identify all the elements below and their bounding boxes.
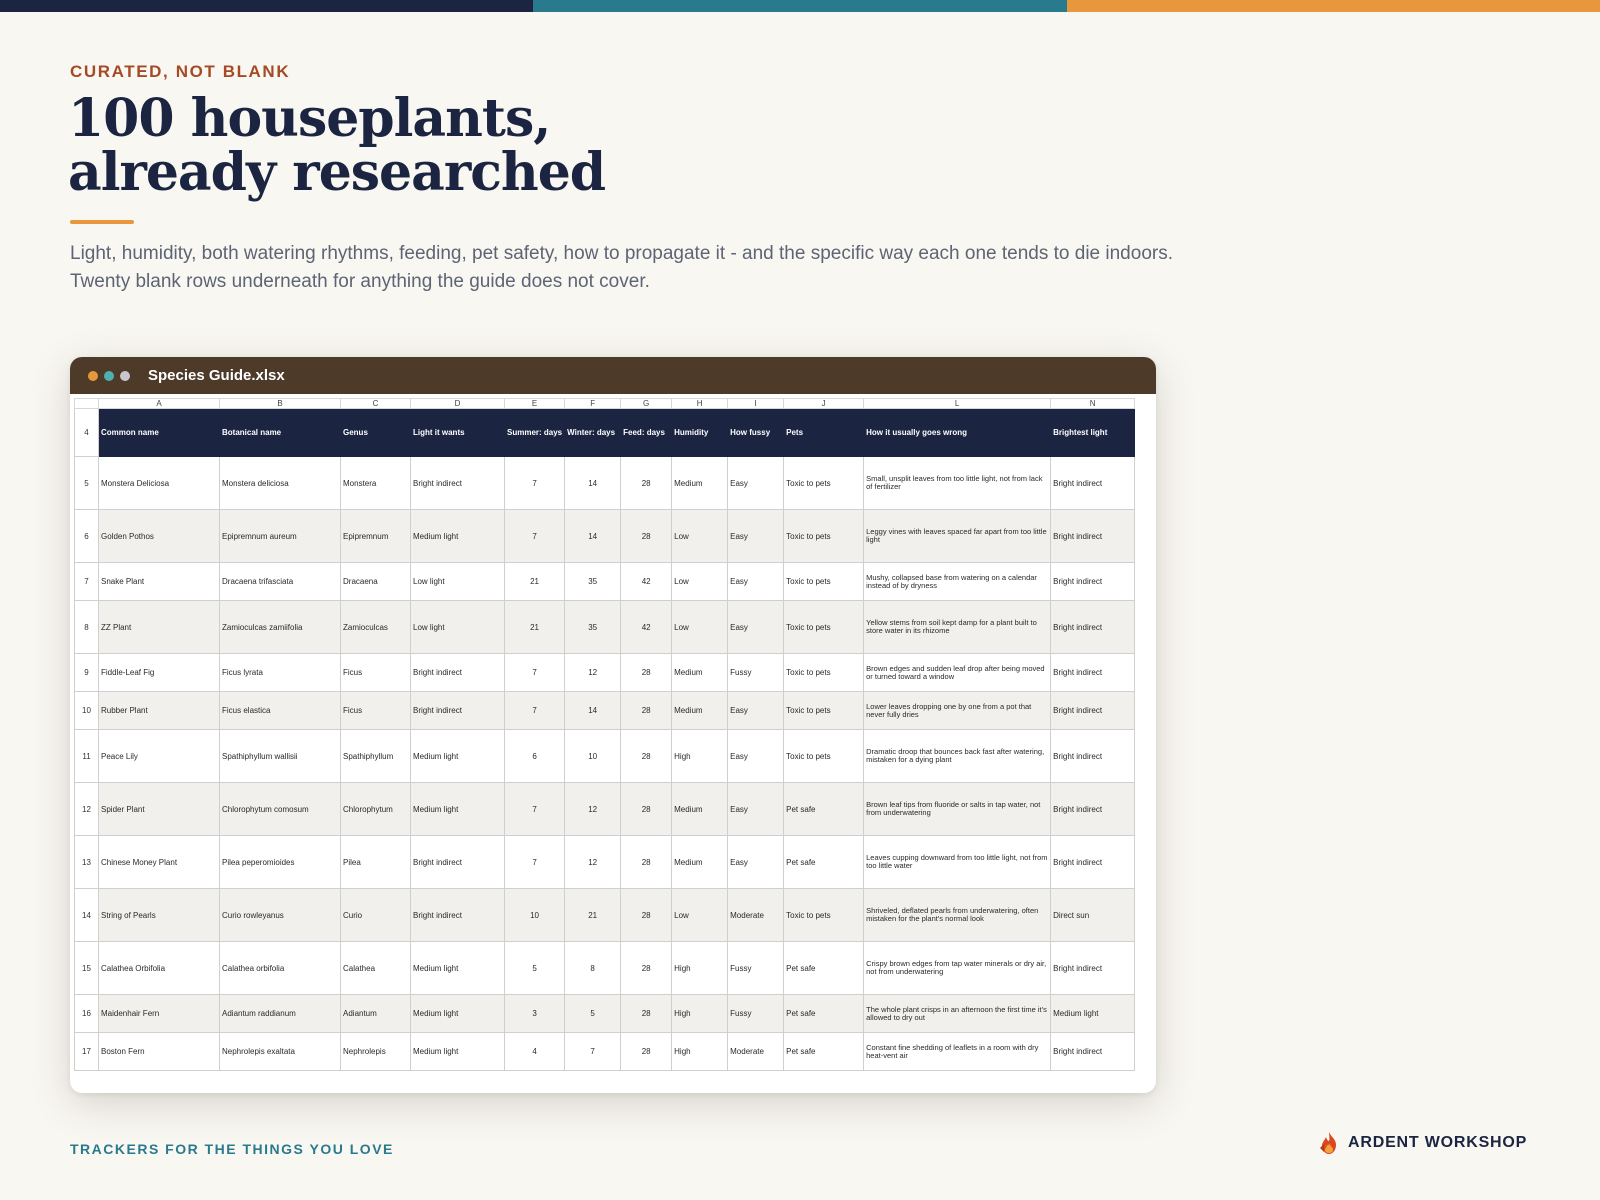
table-cell[interactable]: Bright indirect bbox=[1051, 457, 1135, 510]
table-cell[interactable]: Medium bbox=[672, 692, 728, 730]
column-letter[interactable]: C bbox=[341, 399, 411, 409]
row-number[interactable]: 9 bbox=[75, 654, 99, 692]
table-cell[interactable]: Fussy bbox=[728, 995, 784, 1033]
table-cell[interactable]: Bright indirect bbox=[1051, 692, 1135, 730]
table-cell[interactable]: Chinese Money Plant bbox=[99, 836, 220, 889]
header-cell[interactable]: Summer: days bbox=[505, 409, 565, 457]
table-cell[interactable]: 21 bbox=[505, 601, 565, 654]
table-cell[interactable]: Pilea bbox=[341, 836, 411, 889]
table-cell[interactable]: Shriveled, deflated pearls from underwatering, often mistaken for the plant's normal look bbox=[864, 889, 1051, 942]
table-cell[interactable]: 10 bbox=[505, 889, 565, 942]
table-cell[interactable]: Maidenhair Fern bbox=[99, 995, 220, 1033]
table-row bbox=[75, 563, 1135, 601]
table-cell[interactable]: Constant fine shedding of leaflets in a room with dry heat-vent air bbox=[864, 1033, 1051, 1071]
column-letter[interactable]: E bbox=[505, 399, 565, 409]
row-number[interactable]: 17 bbox=[75, 1033, 99, 1071]
table-cell[interactable]: Low bbox=[672, 889, 728, 942]
table-row bbox=[75, 836, 1135, 889]
table-cell[interactable]: Mushy, collapsed base from watering on a calendar instead of by dryness bbox=[864, 563, 1051, 601]
table-cell[interactable]: Low light bbox=[411, 601, 505, 654]
table-cell[interactable]: Snake Plant bbox=[99, 563, 220, 601]
footer-tagline: TRACKERS FOR THE THINGS YOU LOVE bbox=[70, 1141, 394, 1157]
table-cell[interactable]: 21 bbox=[505, 563, 565, 601]
table-cell[interactable]: Leaves cupping downward from too little light, not from too little water bbox=[864, 836, 1051, 889]
table-cell[interactable]: Low bbox=[672, 510, 728, 563]
table-cell[interactable]: Moderate bbox=[728, 889, 784, 942]
window-dot-gray-icon[interactable] bbox=[120, 371, 130, 381]
corner-cell bbox=[75, 399, 99, 409]
table-cell[interactable]: Ficus lyrata bbox=[220, 654, 341, 692]
table-cell[interactable]: Pet safe bbox=[784, 783, 864, 836]
accent-teal bbox=[533, 0, 1066, 12]
column-letter-row bbox=[75, 399, 1135, 409]
table-cell[interactable]: Toxic to pets bbox=[784, 654, 864, 692]
table-cell[interactable]: 7 bbox=[505, 836, 565, 889]
table-row bbox=[75, 601, 1135, 654]
table-cell[interactable]: Easy bbox=[728, 783, 784, 836]
row-number[interactable]: 6 bbox=[75, 510, 99, 563]
row-number[interactable]: 12 bbox=[75, 783, 99, 836]
table-cell[interactable]: Medium light bbox=[411, 942, 505, 995]
table-cell[interactable]: Moderate bbox=[728, 1033, 784, 1071]
window-dot-orange-icon[interactable] bbox=[88, 371, 98, 381]
table-cell[interactable]: Leggy vines with leaves spaced far apart from too little light bbox=[864, 510, 1051, 563]
table-cell[interactable]: 12 bbox=[565, 783, 621, 836]
table-cell[interactable]: 14 bbox=[565, 457, 621, 510]
table-cell[interactable]: 7 bbox=[505, 654, 565, 692]
header-row bbox=[75, 409, 1135, 457]
table-cell[interactable]: Monstera bbox=[341, 457, 411, 510]
table-cell[interactable]: Toxic to pets bbox=[784, 601, 864, 654]
table-cell[interactable]: Crispy brown edges from tap water minerals or dry air, not from underwatering bbox=[864, 942, 1051, 995]
table-cell[interactable]: 28 bbox=[621, 783, 672, 836]
table-cell[interactable]: 5 bbox=[565, 995, 621, 1033]
table-row bbox=[75, 995, 1135, 1033]
table-cell[interactable]: Spathiphyllum bbox=[341, 730, 411, 783]
header-cell[interactable]: Light it wants bbox=[411, 409, 505, 457]
column-letter[interactable]: J bbox=[784, 399, 864, 409]
table-cell[interactable]: Zamioculcas zamiifolia bbox=[220, 601, 341, 654]
table-cell[interactable]: 7 bbox=[505, 457, 565, 510]
table-cell[interactable]: Direct sun bbox=[1051, 889, 1135, 942]
table-cell[interactable]: 21 bbox=[565, 889, 621, 942]
table-cell[interactable]: Fussy bbox=[728, 654, 784, 692]
table-cell[interactable]: 6 bbox=[505, 730, 565, 783]
table-cell[interactable]: 28 bbox=[621, 889, 672, 942]
table-cell[interactable]: Adiantum raddianum bbox=[220, 995, 341, 1033]
row-number[interactable]: 16 bbox=[75, 995, 99, 1033]
table-cell[interactable]: Ficus elastica bbox=[220, 692, 341, 730]
table-cell[interactable]: 10 bbox=[565, 730, 621, 783]
header-cell[interactable]: Feed: days bbox=[621, 409, 672, 457]
table-cell[interactable]: Epipremnum bbox=[341, 510, 411, 563]
title-underline bbox=[70, 220, 134, 224]
table-cell[interactable]: Bright indirect bbox=[411, 654, 505, 692]
table-cell[interactable]: Bright indirect bbox=[411, 692, 505, 730]
table-cell[interactable]: Adiantum bbox=[341, 995, 411, 1033]
table-cell[interactable]: Small, unsplit leaves from too little light, not from lack of fertilizer bbox=[864, 457, 1051, 510]
table-cell[interactable]: Easy bbox=[728, 730, 784, 783]
accent-navy bbox=[0, 0, 533, 12]
table-row bbox=[75, 692, 1135, 730]
table-cell[interactable]: Chlorophytum comosum bbox=[220, 783, 341, 836]
table-cell[interactable]: 3 bbox=[505, 995, 565, 1033]
header-cell[interactable]: How fussy bbox=[728, 409, 784, 457]
table-cell[interactable]: 35 bbox=[565, 601, 621, 654]
table-row bbox=[75, 510, 1135, 563]
table-cell[interactable]: Easy bbox=[728, 563, 784, 601]
column-letter[interactable]: H bbox=[672, 399, 728, 409]
table-cell[interactable]: Bright indirect bbox=[411, 889, 505, 942]
table-cell[interactable]: Epipremnum aureum bbox=[220, 510, 341, 563]
header-cell[interactable]: How it usually goes wrong bbox=[864, 409, 1051, 457]
table-cell[interactable]: Golden Pothos bbox=[99, 510, 220, 563]
window-title: Species Guide.xlsx bbox=[148, 367, 285, 384]
table-cell[interactable]: Bright indirect bbox=[1051, 1033, 1135, 1071]
table-cell[interactable]: 28 bbox=[621, 510, 672, 563]
table-cell[interactable]: Rubber Plant bbox=[99, 692, 220, 730]
top-accent-bar bbox=[0, 0, 1600, 12]
table-cell[interactable]: Lower leaves dropping one by one from a pot that never fully dries bbox=[864, 692, 1051, 730]
table-cell[interactable]: Medium light bbox=[1051, 995, 1135, 1033]
table-cell[interactable]: 28 bbox=[621, 654, 672, 692]
table-cell[interactable]: Medium light bbox=[411, 1033, 505, 1071]
brand bbox=[1318, 1131, 1527, 1155]
title-line-2: already researched bbox=[68, 142, 606, 203]
table-cell[interactable]: Bright indirect bbox=[1051, 730, 1135, 783]
row-number[interactable]: 13 bbox=[75, 836, 99, 889]
table-row bbox=[75, 889, 1135, 942]
header-cell[interactable]: Botanical name bbox=[220, 409, 341, 457]
table-cell[interactable]: 14 bbox=[565, 692, 621, 730]
row-number[interactable]: 10 bbox=[75, 692, 99, 730]
table-cell[interactable]: Curio bbox=[341, 889, 411, 942]
table-cell[interactable]: String of Pearls bbox=[99, 889, 220, 942]
table-cell[interactable]: Nephrolepis bbox=[341, 1033, 411, 1071]
window-titlebar bbox=[70, 357, 1156, 394]
table-cell[interactable]: Pet safe bbox=[784, 995, 864, 1033]
table-cell[interactable]: Bright indirect bbox=[1051, 654, 1135, 692]
table-cell[interactable]: 28 bbox=[621, 942, 672, 995]
table-cell[interactable]: Easy bbox=[728, 836, 784, 889]
table-cell[interactable]: Pet safe bbox=[784, 1033, 864, 1071]
table-cell[interactable]: Bright indirect bbox=[1051, 783, 1135, 836]
table-cell[interactable]: 7 bbox=[505, 692, 565, 730]
title-line-1: 100 houseplants, bbox=[68, 88, 551, 149]
table-cell[interactable]: Low bbox=[672, 563, 728, 601]
table-cell[interactable]: Low bbox=[672, 601, 728, 654]
table-cell[interactable]: Zamioculcas bbox=[341, 601, 411, 654]
table-cell[interactable]: Medium light bbox=[411, 510, 505, 563]
table-cell[interactable]: Calathea orbifolia bbox=[220, 942, 341, 995]
spreadsheet-window bbox=[70, 357, 1156, 1093]
table-cell[interactable]: Boston Fern bbox=[99, 1033, 220, 1071]
table-cell[interactable]: Toxic to pets bbox=[784, 510, 864, 563]
table-cell[interactable]: 28 bbox=[621, 730, 672, 783]
species-table bbox=[74, 398, 1135, 1071]
table-cell[interactable]: Toxic to pets bbox=[784, 563, 864, 601]
table-cell[interactable]: Chlorophytum bbox=[341, 783, 411, 836]
row-number[interactable]: 11 bbox=[75, 730, 99, 783]
column-letter[interactable]: B bbox=[220, 399, 341, 409]
table-cell[interactable]: Ficus bbox=[341, 654, 411, 692]
table-cell[interactable]: Nephrolepis exaltata bbox=[220, 1033, 341, 1071]
table-cell[interactable]: ZZ Plant bbox=[99, 601, 220, 654]
column-letter[interactable]: A bbox=[99, 399, 220, 409]
table-cell[interactable]: Bright indirect bbox=[1051, 942, 1135, 995]
table-cell[interactable]: 7 bbox=[565, 1033, 621, 1071]
subtitle-line-2: Twenty blank rows underneath for anything the guide does not cover. bbox=[70, 271, 650, 292]
header-cell[interactable]: Brightest light bbox=[1051, 409, 1135, 457]
table-cell[interactable]: Pet safe bbox=[784, 942, 864, 995]
table-cell[interactable]: Low light bbox=[411, 563, 505, 601]
table-cell[interactable]: 12 bbox=[565, 654, 621, 692]
table-cell[interactable]: 8 bbox=[565, 942, 621, 995]
table-cell[interactable]: Easy bbox=[728, 601, 784, 654]
row-number[interactable]: 7 bbox=[75, 563, 99, 601]
table-cell[interactable]: The whole plant crisps in an afternoon the first time it's allowed to dry out bbox=[864, 995, 1051, 1033]
table-cell[interactable]: 7 bbox=[505, 510, 565, 563]
table-row bbox=[75, 730, 1135, 783]
table-cell[interactable]: Spider Plant bbox=[99, 783, 220, 836]
table-cell[interactable]: Spathiphyllum wallisii bbox=[220, 730, 341, 783]
row-number[interactable]: 15 bbox=[75, 942, 99, 995]
table-cell[interactable]: Toxic to pets bbox=[784, 730, 864, 783]
column-letter[interactable]: F bbox=[565, 399, 621, 409]
table-cell[interactable]: 4 bbox=[505, 1033, 565, 1071]
row-number[interactable]: 5 bbox=[75, 457, 99, 510]
table-cell[interactable]: 35 bbox=[565, 563, 621, 601]
table-cell[interactable]: Fiddle-Leaf Fig bbox=[99, 654, 220, 692]
table-cell[interactable]: Dracaena trifasciata bbox=[220, 563, 341, 601]
table-cell[interactable]: Easy bbox=[728, 510, 784, 563]
page-title bbox=[68, 88, 868, 203]
window-dot-teal-icon[interactable] bbox=[104, 371, 114, 381]
table-cell[interactable]: Toxic to pets bbox=[784, 889, 864, 942]
table-cell[interactable]: Curio rowleyanus bbox=[220, 889, 341, 942]
table-cell[interactable]: Medium light bbox=[411, 730, 505, 783]
table-cell[interactable]: High bbox=[672, 942, 728, 995]
column-letter[interactable]: L bbox=[864, 399, 1051, 409]
table-cell[interactable]: Bright indirect bbox=[1051, 601, 1135, 654]
table-cell[interactable]: Bright indirect bbox=[411, 836, 505, 889]
table-cell[interactable]: Monstera deliciosa bbox=[220, 457, 341, 510]
table-cell[interactable]: High bbox=[672, 995, 728, 1033]
table-row bbox=[75, 783, 1135, 836]
table-cell[interactable]: 42 bbox=[621, 601, 672, 654]
table-row bbox=[75, 457, 1135, 510]
table-cell[interactable]: Medium bbox=[672, 783, 728, 836]
table-cell[interactable]: Medium bbox=[672, 654, 728, 692]
table-row bbox=[75, 654, 1135, 692]
table-cell[interactable]: 42 bbox=[621, 563, 672, 601]
table-row bbox=[75, 1033, 1135, 1071]
column-letter[interactable]: G bbox=[621, 399, 672, 409]
table-cell[interactable]: High bbox=[672, 1033, 728, 1071]
table-cell[interactable]: 5 bbox=[505, 942, 565, 995]
table-cell[interactable]: Easy bbox=[728, 692, 784, 730]
table-row bbox=[75, 942, 1135, 995]
header-cell[interactable]: Pets bbox=[784, 409, 864, 457]
table-cell[interactable]: Toxic to pets bbox=[784, 457, 864, 510]
table-cell[interactable]: Bright indirect bbox=[1051, 836, 1135, 889]
subtitle-line-1: Light, humidity, both watering rhythms, feeding, pet safety, how to propagate it - and the specific way each one tends to die indoors. bbox=[70, 243, 1173, 264]
flame-icon bbox=[1318, 1131, 1340, 1155]
table-cell[interactable]: Calathea bbox=[341, 942, 411, 995]
column-letter[interactable]: I bbox=[728, 399, 784, 409]
table-cell[interactable]: 7 bbox=[505, 783, 565, 836]
brand-name: ARDENT WORKSHOP bbox=[1348, 1134, 1528, 1151]
table-cell[interactable]: 28 bbox=[621, 457, 672, 510]
row-number[interactable]: 4 bbox=[75, 409, 99, 457]
table-cell[interactable]: Monstera Deliciosa bbox=[99, 457, 220, 510]
column-letter[interactable]: D bbox=[411, 399, 505, 409]
table-cell[interactable]: Fussy bbox=[728, 942, 784, 995]
header-cell[interactable]: Genus bbox=[341, 409, 411, 457]
table-cell[interactable]: Medium light bbox=[411, 995, 505, 1033]
table-cell[interactable]: 28 bbox=[621, 836, 672, 889]
table-cell[interactable]: Ficus bbox=[341, 692, 411, 730]
table-cell[interactable]: Bright indirect bbox=[1051, 510, 1135, 563]
table-cell[interactable]: Dracaena bbox=[341, 563, 411, 601]
table-cell[interactable]: Peace Lily bbox=[99, 730, 220, 783]
table-cell[interactable]: Easy bbox=[728, 457, 784, 510]
table-cell[interactable]: 14 bbox=[565, 510, 621, 563]
header-cell[interactable]: Winter: days bbox=[565, 409, 621, 457]
table-cell[interactable]: Brown edges and sudden leaf drop after being moved or turned toward a window bbox=[864, 654, 1051, 692]
table-cell[interactable]: High bbox=[672, 730, 728, 783]
table-cell[interactable]: 28 bbox=[621, 692, 672, 730]
table-cell[interactable]: Medium bbox=[672, 836, 728, 889]
table-cell[interactable]: Bright indirect bbox=[411, 457, 505, 510]
table-cell[interactable]: Dramatic droop that bounces back fast after watering, mistaken for a dying plant bbox=[864, 730, 1051, 783]
table-cell[interactable]: Medium bbox=[672, 457, 728, 510]
header-cell[interactable]: Humidity bbox=[672, 409, 728, 457]
table-cell[interactable]: Medium light bbox=[411, 783, 505, 836]
table-cell[interactable]: 28 bbox=[621, 1033, 672, 1071]
table-cell[interactable]: Pet safe bbox=[784, 836, 864, 889]
table-cell[interactable]: Toxic to pets bbox=[784, 692, 864, 730]
row-number[interactable]: 8 bbox=[75, 601, 99, 654]
subtitle bbox=[70, 240, 1390, 296]
table-cell[interactable]: 28 bbox=[621, 995, 672, 1033]
row-number[interactable]: 14 bbox=[75, 889, 99, 942]
table-cell[interactable]: 12 bbox=[565, 836, 621, 889]
table-cell[interactable]: Brown leaf tips from fluoride or salts in tap water, not from underwatering bbox=[864, 783, 1051, 836]
table-cell[interactable]: Pilea peperomioides bbox=[220, 836, 341, 889]
eyebrow-label: CURATED, NOT BLANK bbox=[70, 62, 291, 81]
accent-orange bbox=[1067, 0, 1600, 12]
column-letter[interactable]: N bbox=[1051, 399, 1135, 409]
header-cell[interactable]: Common name bbox=[99, 409, 220, 457]
table-cell[interactable]: Bright indirect bbox=[1051, 563, 1135, 601]
table-cell[interactable]: Yellow stems from soil kept damp for a plant built to store water in its rhizome bbox=[864, 601, 1051, 654]
table-cell[interactable]: Calathea Orbifolia bbox=[99, 942, 220, 995]
